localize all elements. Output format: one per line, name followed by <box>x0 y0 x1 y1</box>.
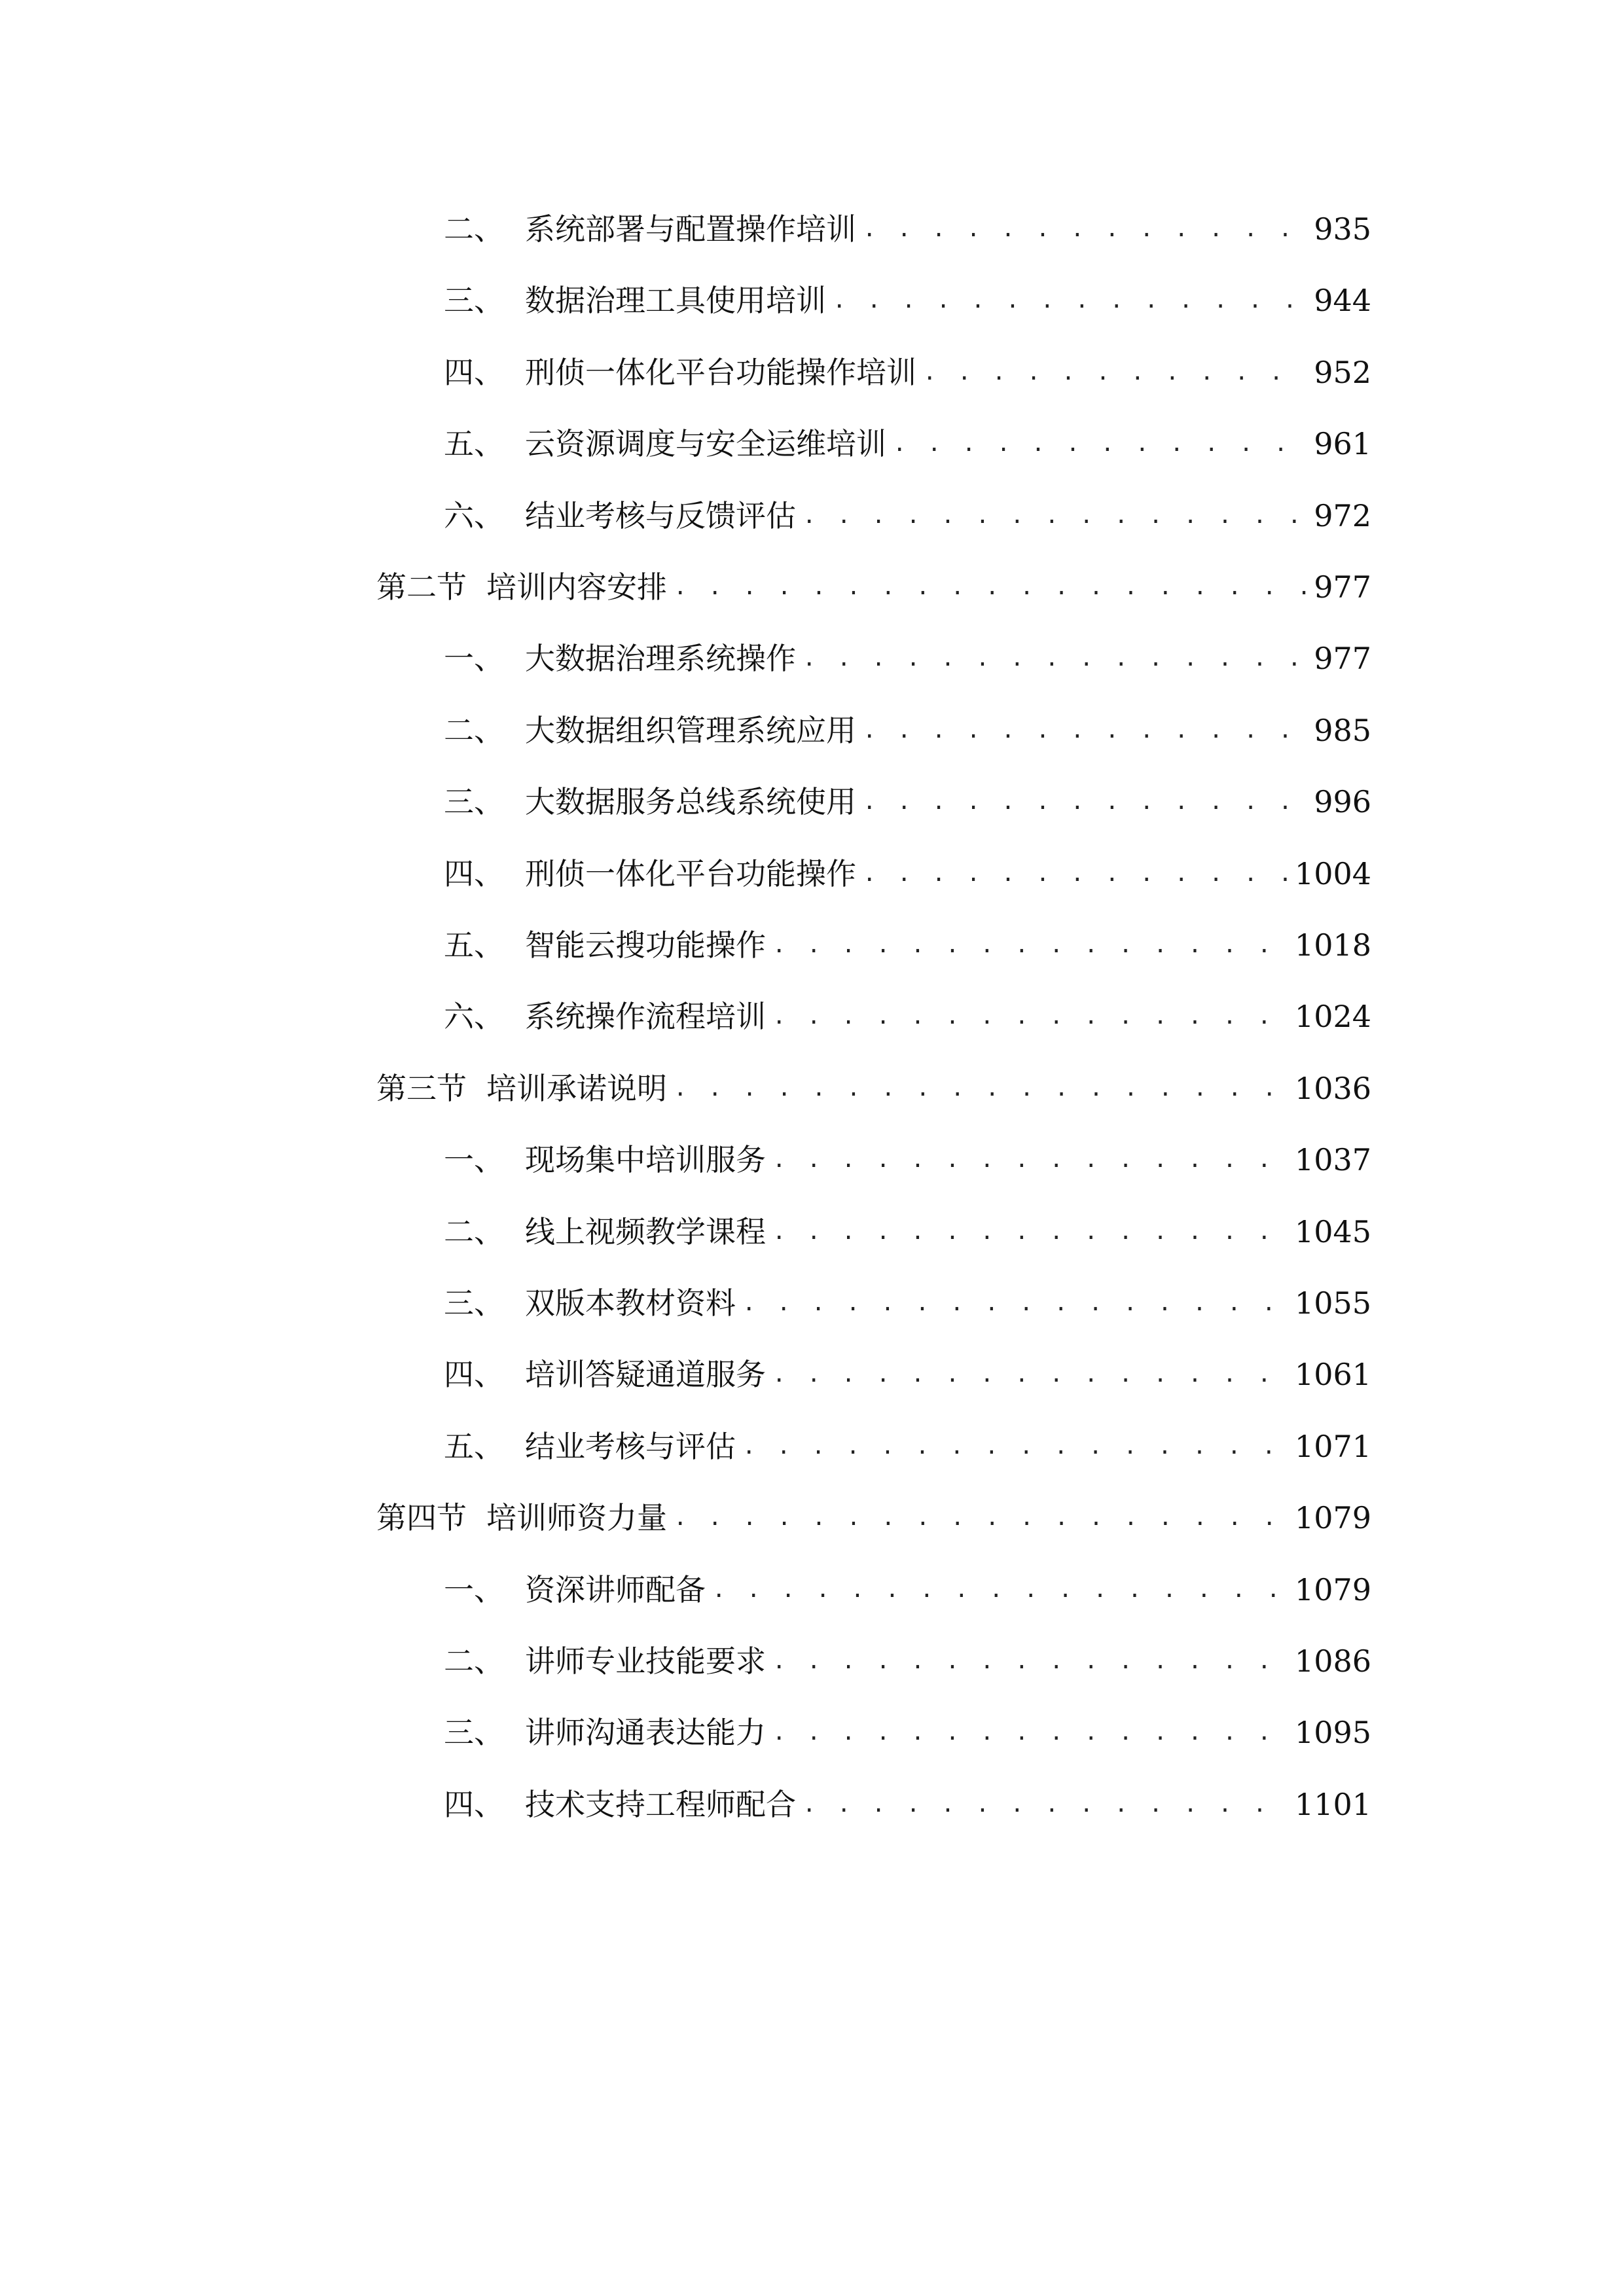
toc-entry-page-number: 935 <box>1314 211 1371 247</box>
toc-entry-page-number: 1045 <box>1294 1214 1371 1249</box>
toc-subsection-entry[interactable] <box>444 1134 1371 1186</box>
toc-subsection-entry[interactable] <box>444 346 1371 399</box>
toc-subsection-entry[interactable] <box>444 1706 1371 1759</box>
toc-entry-title: 大数据组织管理系统应用 <box>525 713 856 748</box>
toc-entry-title: 讲师专业技能要求 <box>525 1643 766 1679</box>
toc-subsection-entry[interactable] <box>444 1206 1371 1258</box>
toc-dot-leader <box>803 632 1306 685</box>
toc-entry-number: 第二节 <box>376 569 467 605</box>
toc-entry-title: 讲师沟通表达能力 <box>525 1715 766 1750</box>
toc-subsection-entry[interactable] <box>444 1420 1371 1473</box>
toc-dot-leader <box>772 919 1288 971</box>
toc-entry-number: 五、 <box>444 927 504 963</box>
toc-subsection-entry[interactable] <box>444 1348 1371 1401</box>
toc-dot-leader <box>863 704 1306 757</box>
toc-subsection-entry[interactable] <box>444 776 1371 828</box>
toc-entry-page-number: 977 <box>1314 569 1371 605</box>
toc-entry-title: 刑侦一体化平台功能操作 <box>525 856 856 891</box>
toc-entry-page-number: 1071 <box>1294 1429 1371 1464</box>
toc-entry-page-number: 1004 <box>1294 856 1371 891</box>
toc-dot-leader <box>772 1348 1288 1401</box>
toc-entry-page-number: 944 <box>1314 283 1371 318</box>
toc-section-entry[interactable] <box>376 1062 1371 1115</box>
toc-entry-page-number: 961 <box>1314 426 1371 461</box>
toc-dot-leader <box>772 990 1288 1043</box>
toc-subsection-entry[interactable] <box>444 1277 1371 1329</box>
toc-entry-number: 二、 <box>444 211 504 247</box>
toc-entry-number: 五、 <box>444 426 504 461</box>
toc-dot-leader <box>863 848 1288 900</box>
toc-entry-number: 四、 <box>444 1787 504 1822</box>
toc-entry-title: 智能云搜功能操作 <box>525 927 766 963</box>
toc-dot-leader <box>803 490 1306 542</box>
toc-dot-leader <box>772 1706 1288 1759</box>
toc-entry-page-number: 1086 <box>1294 1643 1371 1679</box>
toc-entry-title: 刑侦一体化平台功能操作培训 <box>525 355 916 390</box>
toc-entry-number: 一、 <box>444 1572 504 1607</box>
toc-dot-leader <box>863 776 1306 828</box>
toc-subsection-entry[interactable] <box>444 203 1371 255</box>
toc-entry-number: 三、 <box>444 1285 504 1321</box>
toc-subsection-entry[interactable] <box>444 418 1371 470</box>
toc-dot-leader <box>742 1420 1288 1473</box>
toc-dot-leader <box>674 1492 1288 1544</box>
toc-entry-number: 三、 <box>444 283 504 318</box>
toc-entry-page-number: 1055 <box>1294 1285 1371 1321</box>
toc-subsection-entry[interactable] <box>444 1778 1371 1831</box>
toc-entry-page-number: 1024 <box>1294 999 1371 1034</box>
toc-subsection-entry[interactable] <box>444 1564 1371 1616</box>
toc-dot-leader <box>893 418 1306 470</box>
toc-subsection-entry[interactable] <box>444 274 1371 327</box>
toc-entry-number: 三、 <box>444 784 504 819</box>
toc-entry-page-number: 1037 <box>1294 1142 1371 1177</box>
toc-dot-leader <box>923 346 1306 399</box>
toc-entry-page-number: 952 <box>1314 355 1371 390</box>
toc-entry-page-number: 996 <box>1314 784 1371 819</box>
toc-entry-page-number: 1095 <box>1294 1715 1371 1750</box>
toc-entry-number: 二、 <box>444 1214 504 1249</box>
toc-subsection-entry[interactable] <box>444 704 1371 757</box>
toc-entry-title: 培训内容安排 <box>486 569 667 605</box>
toc-entry-number: 一、 <box>444 641 504 676</box>
toc-entry-number: 第四节 <box>376 1500 467 1535</box>
toc-entry-page-number: 985 <box>1314 713 1371 748</box>
toc-dot-leader <box>674 1062 1288 1115</box>
toc-entry-title: 结业考核与反馈评估 <box>525 498 796 533</box>
toc-entry-page-number: 1036 <box>1294 1071 1371 1106</box>
toc-entry-page-number: 1079 <box>1294 1500 1371 1535</box>
toc-section-entry[interactable] <box>376 1492 1371 1544</box>
toc-entry-title: 系统操作流程培训 <box>525 999 766 1034</box>
toc-entry-page-number: 1101 <box>1294 1787 1371 1822</box>
toc-entry-title: 培训承诺说明 <box>486 1071 667 1106</box>
toc-dot-leader <box>772 1134 1288 1186</box>
toc-entry-title: 数据治理工具使用培训 <box>525 283 826 318</box>
toc-entry-page-number: 1018 <box>1294 927 1371 963</box>
toc-entry-number: 二、 <box>444 1643 504 1679</box>
toc-dot-leader <box>772 1635 1288 1687</box>
toc-entry-number: 四、 <box>444 355 504 390</box>
toc-entry-number: 四、 <box>444 856 504 891</box>
toc-entry-title: 双版本教材资料 <box>525 1285 736 1321</box>
toc-entry-title: 云资源调度与安全运维培训 <box>525 426 886 461</box>
toc-entry-title: 结业考核与评估 <box>525 1429 736 1464</box>
toc-entry-title: 系统部署与配置操作培训 <box>525 211 856 247</box>
toc-entry-number: 二、 <box>444 713 504 748</box>
toc-entry-number: 四、 <box>444 1357 504 1392</box>
toc-entry-page-number: 972 <box>1314 498 1371 533</box>
toc-entry-number: 六、 <box>444 999 504 1034</box>
toc-entry-title: 线上视频教学课程 <box>525 1214 766 1249</box>
toc-section-entry[interactable] <box>376 561 1371 613</box>
toc-subsection-entry[interactable] <box>444 848 1371 900</box>
toc-entry-page-number: 1079 <box>1294 1572 1371 1607</box>
toc-entry-number: 六、 <box>444 498 504 533</box>
toc-dot-leader <box>742 1277 1288 1329</box>
toc-entry-title: 大数据治理系统操作 <box>525 641 796 676</box>
toc-entry-title: 技术支持工程师配合 <box>525 1787 796 1822</box>
toc-entry-number: 第三节 <box>376 1071 467 1106</box>
toc-subsection-entry[interactable] <box>444 990 1371 1043</box>
toc-dot-leader <box>772 1206 1288 1258</box>
toc-entry-page-number: 977 <box>1314 641 1371 676</box>
toc-entry-title: 培训师资力量 <box>486 1500 667 1535</box>
toc-entry-page-number: 1061 <box>1294 1357 1371 1392</box>
toc-entry-title: 现场集中培训服务 <box>525 1142 766 1177</box>
toc-dot-leader <box>803 1778 1288 1831</box>
toc-dot-leader <box>863 203 1306 255</box>
toc-dot-leader <box>833 274 1306 327</box>
toc-entry-number: 五、 <box>444 1429 504 1464</box>
toc-dot-leader <box>712 1564 1288 1616</box>
toc-subsection-entry[interactable] <box>444 919 1371 971</box>
toc-subsection-entry[interactable] <box>444 1635 1371 1687</box>
toc-subsection-entry[interactable] <box>444 632 1371 685</box>
toc-subsection-entry[interactable] <box>444 490 1371 542</box>
toc-entry-title: 资深讲师配备 <box>525 1572 706 1607</box>
toc-entry-number: 一、 <box>444 1142 504 1177</box>
toc-entry-title: 大数据服务总线系统使用 <box>525 784 856 819</box>
toc-entry-number: 三、 <box>444 1715 504 1750</box>
toc-entry-title: 培训答疑通道服务 <box>525 1357 766 1392</box>
toc-dot-leader <box>674 561 1306 613</box>
